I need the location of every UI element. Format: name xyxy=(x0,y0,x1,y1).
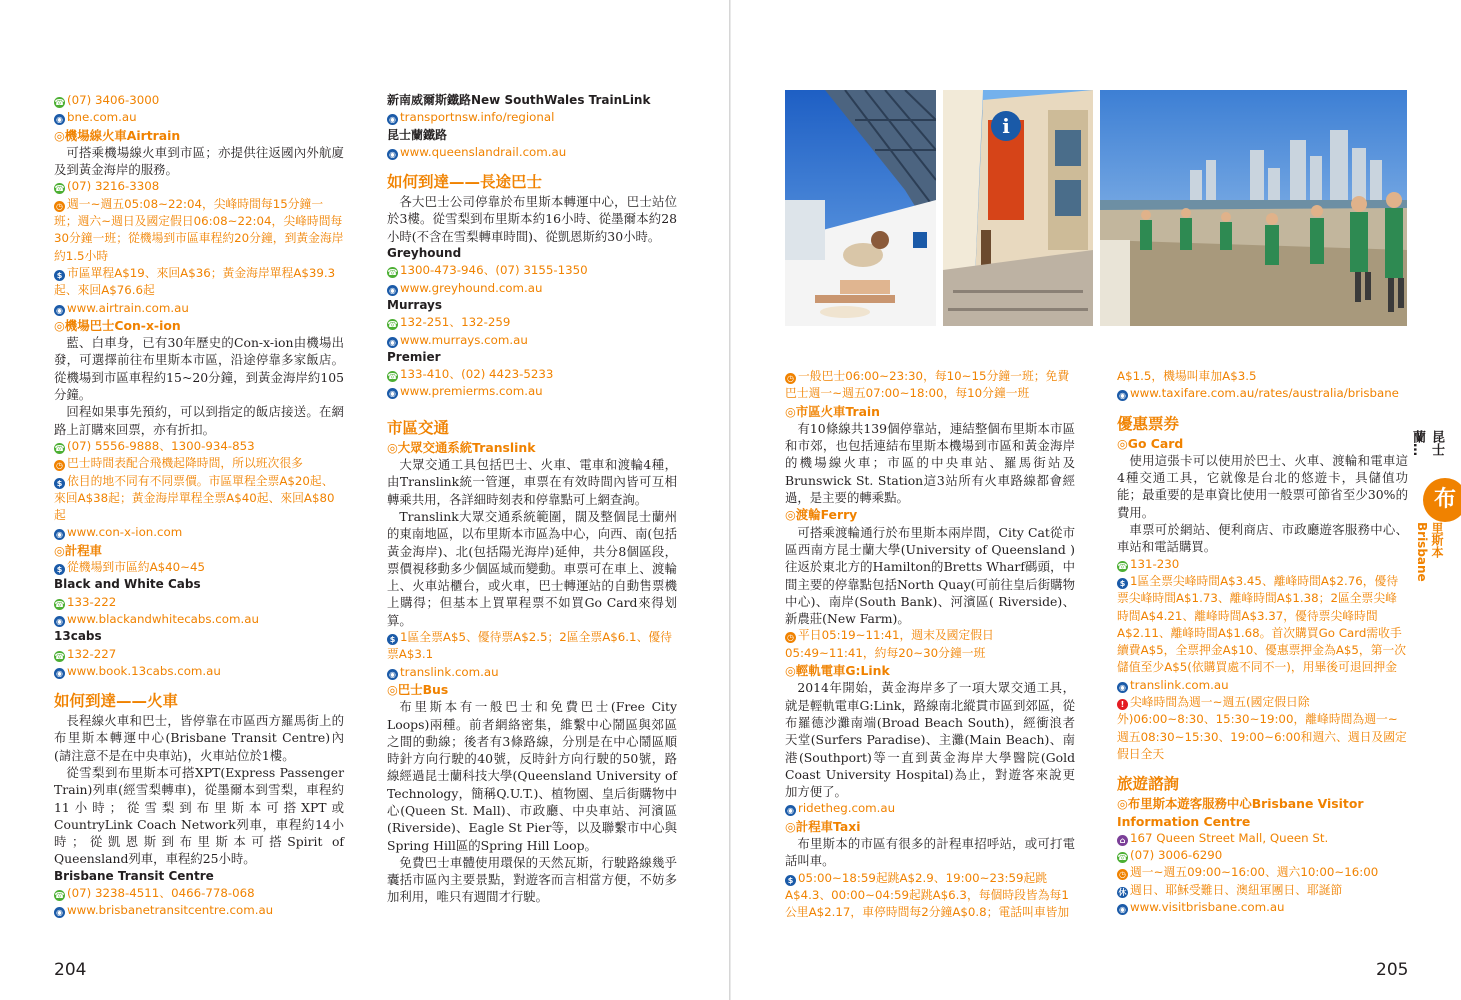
ferry-desc: 可搭乘渡輪通行於布里斯本兩岸間，City Cat從市區西南方昆士蘭大學(University of Queensland )往返於東北方的Hamilton的Bretts Wharf碼頭，中間主要的停靠點包括North Quay(可前往皇后街購物中心)、南岸(South Bank)、河濱區( Riverside)、新農莊(New Farm)。 xyxy=(785,524,1075,627)
info-line xyxy=(387,262,677,279)
airtrain-price: 市區單程A$19、來回A$36；黃金海岸單程A$39.3起、來回A$76.6起 xyxy=(54,265,336,298)
translink-web[interactable]: translink.com.au xyxy=(400,664,499,679)
left-column-1 xyxy=(54,92,344,920)
info-line xyxy=(54,611,344,628)
info-line xyxy=(54,92,344,109)
web-icon: ◉ xyxy=(387,669,398,680)
info-line xyxy=(387,366,677,383)
web-icon: ◉ xyxy=(387,149,398,160)
translink-price: 1區全票A$5、優待票A$2.5；2區全票A$6.1、優待票A$3.1 xyxy=(387,630,672,662)
web-icon: ◉ xyxy=(387,285,398,296)
airtrain-web[interactable]: www.airtrain.com.au xyxy=(67,300,189,315)
city-taxi-desc: 布里斯本的市區有很多的計程車招呼站，或可打電話叫車。 xyxy=(785,836,1075,869)
info-line xyxy=(54,524,344,541)
coach-desc: 各大巴士公司停靠於布里斯本轉運中心，巴士站位於3樓。從雪梨到布里斯本約16小時、從墨爾本約28小時(不含在雪梨轉車時間)、從凱恩斯約30小時。 xyxy=(387,194,677,244)
phone-icon: ☎ xyxy=(1117,853,1128,863)
company-name: Murrays xyxy=(387,297,443,312)
conxion-desc-2: 回程如果事先預約，可以到指定的飯店接送。在網路上訂購來回票，亦有折扣。 xyxy=(54,404,344,437)
translink-desc-1: 大眾交通工具包括巴士、火車、電車和渡輪4種，由Translink統一管運，車票在有效時間內皆可互相轉乘共用，各詳細時刻表和停靠點可上網查詢。 xyxy=(387,457,677,507)
info-line xyxy=(54,300,344,317)
section-heading-city-transit: 市區交通 xyxy=(387,418,450,437)
taxi-price-continued: A$1.5，機場叫車加A$3.5 xyxy=(1117,369,1257,383)
conxion-price: 依目的地不同有不同票價。市區單程全票A$20起、來回A$38起；黃金海岸單程全票A$40起、來回A$80起 xyxy=(54,473,335,523)
info-line xyxy=(1117,385,1408,402)
company-web[interactable]: www.greyhound.com.au xyxy=(400,280,543,295)
page-number-right: 205 xyxy=(1376,960,1409,980)
glink-web[interactable]: ridetheg.com.au xyxy=(798,801,896,816)
price-icon: $ xyxy=(387,634,398,645)
web-icon: ◉ xyxy=(54,114,65,125)
gocard-heading: ◎Go Card xyxy=(1117,435,1184,451)
section-heading-coach: 如何到達——長途巴士 xyxy=(387,173,543,192)
conxion-web[interactable]: www.con-x-ion.com xyxy=(67,525,183,540)
web-icon: ◉ xyxy=(1117,904,1128,915)
company-name: Greyhound xyxy=(387,246,462,261)
visitor-phone: (07) 3006-6290 xyxy=(1130,848,1223,863)
airport-web[interactable]: bne.com.au xyxy=(67,110,137,125)
conxion-heading: ◎機場巴士Con-x-ion xyxy=(54,317,181,333)
right-column-1 xyxy=(785,368,1075,922)
info-line xyxy=(387,332,677,349)
price-icon: $ xyxy=(54,564,65,575)
train-desc-2: 從雪梨到布里斯本可搭XPT(Express Passenger Train)列車(經雪梨轉車)，從墨爾本到雪梨，車程約11小時；從雪梨到布里斯本可搭XPT或CountryLink Coach Network列車，車程約14小時；從凱恩斯到布里斯本可搭Spirit of Queensland列車，車程約25小時。 xyxy=(54,764,344,867)
web-icon: ◉ xyxy=(54,305,65,316)
info-line xyxy=(387,314,677,331)
gocard-desc-2: 車票可於網站、便利商店、市政廳遊客服務中心、車站和電話購買。 xyxy=(1117,522,1408,555)
location-icon: ⌂ xyxy=(1117,835,1128,846)
info-line xyxy=(1117,847,1408,864)
city-train-desc: 有10條線共139個停靠站，連結整個布里斯本市區和市郊，也包括連結布里斯本機場到市區和黃金海岸的機場線火車；市區的中央車站、羅馬街站及Brunswick St. Station這3站所有火車路線都會經過，是主要的轉乘點。 xyxy=(785,420,1075,506)
taxi-fare-web[interactable]: www.taxifare.com.au/rates/australia/brisbane xyxy=(1130,386,1399,401)
phone-icon: ☎ xyxy=(387,372,398,382)
company-phone: 132-251、132-259 xyxy=(400,315,511,330)
section-heading-discount: 優惠票券 xyxy=(1117,414,1180,433)
web-icon: ◉ xyxy=(1117,682,1128,693)
phone-icon: ☎ xyxy=(387,268,398,278)
phone-icon: ☎ xyxy=(387,320,398,330)
info-line xyxy=(54,594,344,611)
company-phone: 1300-473-946、(07) 3155-1350 xyxy=(400,263,588,278)
company-phone: 133-410、(02) 4423-5233 xyxy=(400,367,554,382)
info-line xyxy=(1117,677,1408,694)
info-line xyxy=(54,885,344,902)
web-icon: ◉ xyxy=(785,805,796,816)
qld-rail-name: 昆士蘭鐵路 xyxy=(387,127,448,142)
web-icon: ◉ xyxy=(54,668,65,679)
info-line xyxy=(1117,882,1408,899)
airtrain-desc: 可搭乘機場線火車到市區；亦提供往返國內外航廈及到黃金海岸的服務。 xyxy=(54,144,344,178)
info-line xyxy=(1117,864,1408,881)
city-taxi-price: 05:00~18:59起跳A$2.9、19:00~23:59起跳A$4.3、00:00~04:59起跳A$6.3，每個時段皆為每1公里A$2.17，車停時間每2分鐘A$0.8；電話叫車皆加 xyxy=(785,870,1070,920)
company-web[interactable]: www.book.13cabs.com.au xyxy=(67,663,221,678)
visitor-time: 週一~週五09:00~16:00、週六10:00~16:00 xyxy=(1130,865,1379,880)
info-line xyxy=(785,800,1075,817)
clock-icon: ◷ xyxy=(54,460,65,471)
company-phone: 133-222 xyxy=(67,594,117,609)
company-name: Black and White Cabs xyxy=(54,577,201,592)
phone-icon: ☎ xyxy=(54,651,65,661)
info-line xyxy=(54,109,344,126)
info-line xyxy=(54,559,344,576)
page-number-left: 204 xyxy=(54,960,87,980)
gocard-desc-1: 使用這張卡可以使用於巴士、火車、渡輪和電車這4種交通工具，它就像是台北的悠遊卡，具儲值功能；最重要的是車資比使用一般票可節省至少30%的費用。 xyxy=(1117,452,1408,520)
info-line xyxy=(387,109,677,126)
glink-desc: 2014年開始，黃金海岸多了一項大眾交通工具，就是輕軌電車G:Link，路線南北縱貫市區到郊區，從布羅德沙灘南端(Broad Beach South)，經衝浪者天堂(Surfers Paradise)、主灘(Main Beach)、南港(Southport)等一直到黃金海岸大學醫院(Gold Coast University Hospital)為止，對遊客來說更加方便了。 xyxy=(785,680,1075,800)
chapter-region-label: 昆士蘭… xyxy=(1410,430,1444,456)
phone-icon: ☎ xyxy=(54,599,65,609)
airtrain-phone: (07) 3216-3308 xyxy=(67,179,160,194)
bus-time: 一般巴士06:00~23:30，每10~15分鐘一班；免費巴士週一~週五07:00~18:00，每10分鐘一班 xyxy=(785,369,1070,401)
visitor-closed: 週日、耶穌受難日、澳紐軍團日、耶誕節 xyxy=(1130,882,1343,897)
info-line xyxy=(785,870,1075,922)
right-page xyxy=(731,0,1461,1000)
airport-phone: (07) 3406-3000 xyxy=(67,93,160,107)
chapter-badge: 布 xyxy=(1423,478,1461,522)
web-icon: ◉ xyxy=(387,114,398,125)
chapter-city-label: 里斯本 Brisbane xyxy=(1415,522,1444,582)
phone-icon: ☎ xyxy=(54,891,65,901)
taxi-heading: ◎計程車 xyxy=(54,542,102,558)
info-line xyxy=(54,902,344,919)
section-heading-info: 旅遊諮詢 xyxy=(1117,775,1180,794)
conxion-desc-1: 藍、白車身，已有30年歷史的Con-x-ion由機場出發，可選擇前往布里斯本市區，沿途停靠多家飯店。從機場到市區車程約15~20分鐘，到黃金海岸約105分鐘。 xyxy=(54,335,344,403)
conxion-time: 巴士時間表配合飛機起降時間，所以班次很多 xyxy=(67,456,303,471)
info-line xyxy=(1117,694,1408,763)
city-taxi-heading: ◎計程車Taxi xyxy=(785,818,861,834)
taxi-price: 從機場到市區約A$40~45 xyxy=(67,560,206,575)
ferry-time: 平日05:19~11:41，週末及國定假日05:49~11:41，約每20~30分鐘一班 xyxy=(785,628,994,660)
info-line xyxy=(54,473,344,525)
photo-info-sign-image xyxy=(943,90,1093,326)
photo-ferry-bridge-image xyxy=(785,90,936,326)
company-phone: 132-227 xyxy=(67,646,117,661)
transit-centre-name: Brisbane Transit Centre xyxy=(54,868,214,883)
bus-desc-2: 免費巴士車體使用環保的天然瓦斯，行駛路線幾乎囊括市區內主要景點，對遊客而言相當方便，不妨多加利用，唯只有週間才行駛。 xyxy=(387,854,677,905)
bus-heading: ◎巴士Bus xyxy=(387,681,449,697)
info-line xyxy=(785,627,1075,662)
clock-icon: ◷ xyxy=(54,201,65,212)
city-train-heading: ◎市區火車Train xyxy=(785,403,881,419)
bus-desc-1: 布里斯本有一般巴士和免費巴士(Free City Loops)兩種。前者網絡密集，維繫中心鬧區與郊區之間的動線；後者有3條路線，分別是在中心鬧區順時針方向行駛的40號，反時針方向行駛的50號，路線經過昆士蘭科技大學(Queensland University of Technology，簡稱Q.U.T.)、植物園、皇后街購物中心(Queen St. Mall)、市政廳、中央車站、河濱區(Riverside)、Eagle St Pier等，以及聯繫市中心與Spring Hill區的Spring Hill Loop。 xyxy=(387,699,677,853)
company-name: 13cabs xyxy=(54,629,102,644)
transit-centre-phone: (07) 3238-4511、0466-778-068 xyxy=(67,886,255,901)
nsw-rail-web[interactable]: transportnsw.info/regional xyxy=(400,110,555,125)
web-icon: ◉ xyxy=(387,337,398,348)
gocard-note: 尖峰時間為週一~週五(國定假日除外)06:00~8:30、15:30~19:00，離峰時間為週一~週五08:30~15:30、19:00~6:00和週六、週日及國定假日全天 xyxy=(1117,695,1407,761)
phone-icon: ☎ xyxy=(54,98,65,107)
info-line xyxy=(54,265,344,300)
info-line xyxy=(54,196,344,265)
photo-ferry-bridge xyxy=(785,90,936,326)
warning-icon: ! xyxy=(1117,699,1128,710)
price-icon: $ xyxy=(1117,578,1128,589)
visitor-address: 167 Queen Street Mall, Queen St. xyxy=(1130,830,1329,845)
info-line xyxy=(785,368,1075,403)
info-line xyxy=(387,629,677,664)
photo-south-bank-image xyxy=(1100,90,1407,326)
info-line xyxy=(387,383,677,400)
info-line xyxy=(1117,899,1408,916)
airtrain-heading: ◎機場線火車Airtrain xyxy=(54,127,181,143)
clock-icon: ◷ xyxy=(785,632,796,643)
left-column-2 xyxy=(387,92,677,906)
section-heading-train: 如何到達——火車 xyxy=(54,692,179,711)
company-web[interactable]: www.blackandwhitecabs.com.au xyxy=(67,611,259,626)
clock-icon: ◷ xyxy=(1117,869,1128,880)
info-line xyxy=(387,280,677,297)
conxion-phone: (07) 5556-9888、1300-934-853 xyxy=(67,438,255,453)
price-icon: $ xyxy=(54,478,65,489)
photo-info-sign xyxy=(943,90,1093,326)
info-line xyxy=(54,178,344,195)
phone-icon: ☎ xyxy=(1117,561,1128,571)
company-web[interactable]: www.murrays.com.au xyxy=(400,332,528,347)
nsw-rail-name: 新南威爾斯鐵路New SouthWales TrainLink xyxy=(387,93,651,107)
info-line xyxy=(54,663,344,680)
info-line xyxy=(1117,556,1408,573)
web-icon: ◉ xyxy=(54,616,65,627)
web-icon: ◉ xyxy=(54,529,65,540)
glink-heading: ◎輕軌電車G:Link xyxy=(785,663,890,679)
info-line xyxy=(387,144,677,161)
visitor-web[interactable]: www.visitbrisbane.com.au xyxy=(1130,900,1285,915)
train-desc-1: 長程線火車和巴士，皆停靠在市區西方羅馬街上的布里斯本轉運中心(Brisbane Transit Centre)內(請注意不是在中央車站)，火車站位於1樓。 xyxy=(54,713,344,763)
airtrain-time: 週一~週五05:08~22:04，尖峰時間每15分鐘一班；週六~週日及國定假日06:08~22:04，尖峰時間每30分鐘一班；從機場到市區車程約20分鐘，到黃金海岸約1.5小時 xyxy=(54,196,344,263)
phone-icon: ☎ xyxy=(54,184,65,194)
visitor-centre-heading: ◎布里斯本遊客服務中心Brisbane Visitor Information Centre xyxy=(1117,796,1364,829)
web-icon: ◉ xyxy=(387,388,398,399)
ferry-heading: ◎渡輪Ferry xyxy=(785,507,858,523)
info-line xyxy=(54,455,344,472)
price-icon: $ xyxy=(785,875,796,886)
right-column-2 xyxy=(1117,368,1408,916)
transit-centre-web[interactable]: www.brisbanetransitcentre.com.au xyxy=(67,903,274,918)
translink-heading: ◎大眾交通系統Translink xyxy=(387,439,536,455)
translink-desc-2: Translink大眾交通系統範圍，闊及整個昆士蘭州的東南地區，以布里斯本市區為中心，向西、南(包括黃金海岸)、北(包括陽光海岸)延伸，共分8個區段，票價視移動多少個區域而變動。車票可在車上、渡輪上、火車站櫃台，或火車，巴士轉運站的自動售票機上購得；但基本上買單程票不如買Go Card來得划算。 xyxy=(387,508,677,628)
photo-south-bank xyxy=(1100,90,1407,326)
web-icon: ◉ xyxy=(54,907,65,918)
info-line xyxy=(54,438,344,455)
info-line xyxy=(1117,830,1408,847)
web-icon: ◉ xyxy=(1117,390,1128,401)
clock-icon: ◷ xyxy=(785,373,796,384)
company-name: Premier xyxy=(387,349,441,364)
qld-rail-web[interactable]: www.queenslandrail.com.au xyxy=(400,144,567,159)
phone-icon: ☎ xyxy=(54,443,65,453)
gocard-web[interactable]: translink.com.au xyxy=(1130,677,1229,692)
company-web[interactable]: www.premierms.com.au xyxy=(400,384,543,399)
info-line xyxy=(1117,573,1408,677)
left-page xyxy=(0,0,730,1000)
gocard-price: 1區全票尖峰時間A$3.45、離峰時間A$2.76，優待票尖峰時間A$1.73、離峰時間A$1.38；2區全票尖峰時間A$4.21、離峰時間A$3.37，優待票尖峰時間A$2.11、離峰時間A$1.68。首次購買Go Card需收手續費A$5，全票押金A$10、優惠票押金為A$5，第一次儲值至少A$5(依購買處不同不一)，用畢後可退回押金 xyxy=(1117,573,1407,675)
gocard-phone: 131-230 xyxy=(1130,556,1180,571)
price-icon: $ xyxy=(54,270,65,281)
info-line xyxy=(54,646,344,663)
svg-text:i: i xyxy=(1002,114,1010,138)
closed-icon: 休 xyxy=(1118,887,1127,897)
info-line xyxy=(387,664,677,681)
